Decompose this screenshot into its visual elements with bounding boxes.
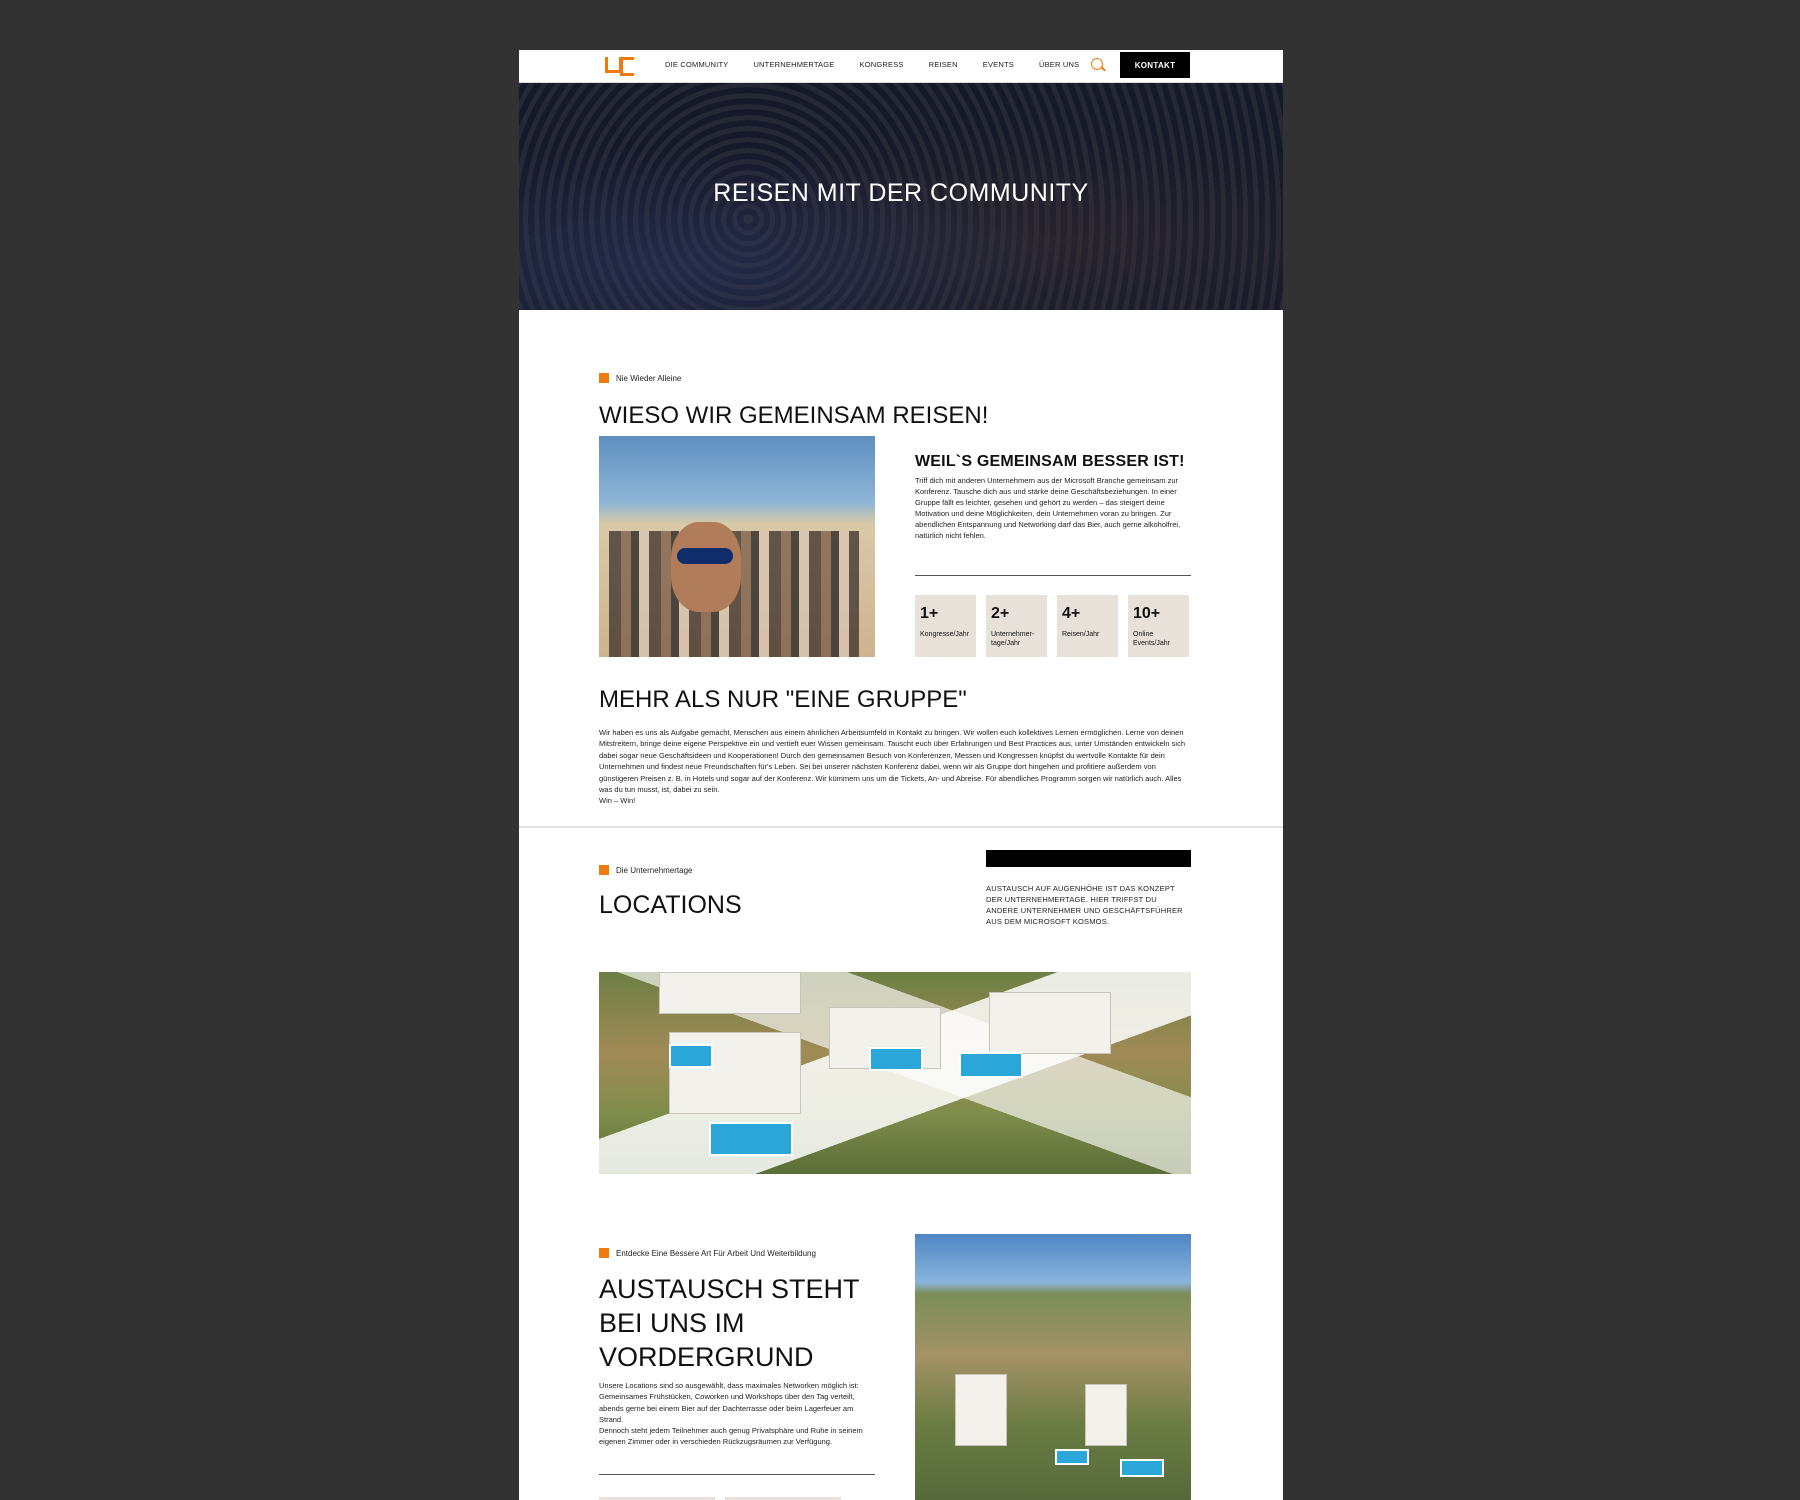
stat-value: 10+ [1133, 605, 1161, 622]
group-text: Wir haben es uns als Aufgabe gemacht, Menschen aus einem ähnlichen Arbeitsumfeld in Kontakt zu bringen. Wir wollen euch kollektives Lernen ermöglichen. Lerne von deinen Mitstreitern, bringe deine eigene Perspektive ein und vertieft euer Wissen gemeinsam. Tauscht euch über Erfahrungen und Best Practices aus, unter Umständen entwickeln sich dabei sogar neue Geschäftsideen und Kooperationen! Durch den gemeinsamen Besuch von Konferenzen, Messen und Kongressen knüpfst du wertvolle Kontakte für dein Unternehmen und findest neue Freundschaften für's Leben. Sei bei unserer nächsten Konferenz dabei, wenn wir als Gruppe dort hingehen und profitiere außerdem von günstigeren Preisen z. B. in Hotels und sogar auf der Konferenz. Wir kümmern uns um die Tickets, An- und Abreise. Für abendliches Programm sorgen wir natürlich auch. Alles was du tun musst, ist, dabei zu sein. Win – Win! [599, 728, 1186, 806]
nav-item-ueber-uns[interactable]: ÜBER UNS [1038, 60, 1080, 69]
stat-label: Kongresse/Jahr [920, 631, 970, 638]
divider-line [599, 1474, 875, 1475]
selfie-face [671, 522, 741, 612]
landing-page [519, 50, 1283, 1500]
section-tag-label: Die Unternehmertage [616, 865, 693, 875]
pool [959, 1052, 1023, 1078]
locations-description: AUSTAUSCH AUF AUGENHÖHE IST DAS KONZEPT DER UNTERNEHMERTAGE. HIER TRIFFST DU ANDERE UNTERNEHMER UND GESCHÄFTSFÜHRER AUS DEM MICROSOFT KOSMOS. [986, 884, 1183, 926]
ug-logo[interactable] [605, 57, 633, 73]
nav-item-kongress[interactable]: KONGRESS [859, 60, 904, 69]
resort-landscape-photo [915, 1234, 1191, 1500]
stat-value: 4+ [1062, 605, 1081, 622]
nav-item-reisen[interactable]: REISEN [928, 60, 958, 69]
hero-title: REISEN MIT DER COMMUNITY [713, 179, 1089, 207]
nav-item-community[interactable]: DIE COMMUNITY [665, 60, 729, 69]
exchange-heading: AUSTAUSCH STEHT BEI UNS IM VORDERGRUND [599, 1274, 860, 1372]
pool [709, 1122, 793, 1156]
orange-square-icon [599, 373, 609, 383]
section-tag-label: Entdecke Eine Bessere Art Für Arbeit Und Weiterbildung [616, 1248, 816, 1258]
section-tag-nie-wieder-alleine [599, 373, 681, 383]
stat-label: Online Events/Jahr [1133, 631, 1170, 647]
hero-banner [519, 83, 1283, 310]
section-tag-bessere-art [599, 1248, 816, 1258]
group-heading: MEHR ALS NUR "EINE GRUPPE" [599, 686, 967, 713]
group-selfie-photo [599, 436, 875, 657]
villa-building [989, 992, 1111, 1054]
orange-square-icon [599, 865, 609, 875]
nav-item-events[interactable]: EVENTS [982, 60, 1014, 69]
stat-label: Reisen/Jahr [1062, 631, 1100, 638]
sunglasses [677, 548, 733, 564]
pool [869, 1047, 923, 1071]
logo-c-shape [620, 57, 634, 76]
stat-value: 2+ [991, 605, 1010, 622]
stat-card [986, 595, 1047, 657]
pool [669, 1044, 713, 1068]
villa-building [1085, 1384, 1127, 1446]
section-divider [519, 826, 1283, 828]
orange-square-icon [599, 1248, 609, 1258]
stat-card [915, 595, 976, 657]
stats-row [915, 595, 1189, 657]
pool [1120, 1459, 1164, 1477]
section-tag-label: Nie Wieder Alleine [616, 373, 682, 383]
villa-building [659, 972, 801, 1014]
black-banner-bar [986, 850, 1191, 867]
top-navigation [519, 50, 1283, 83]
nav-item-unternehmertage[interactable]: UNTERNEHMERTAGE [753, 60, 835, 69]
divider-line [915, 575, 1191, 576]
side-copy [915, 453, 1193, 541]
main-menu [665, 60, 1079, 69]
search-icon[interactable] [1091, 58, 1103, 70]
pool [1055, 1449, 1089, 1465]
side-text: Triff dich mit anderen Unternehmern aus der Microsoft Branche gemeinsam zur Konferenz. Tausche dich aus und stärke deine Geschäftsbeziehungen. In einer Gruppe fällt es leichter, gesehen und gehört zu werden – das steigert deine Motivation und deine Möglichkeiten, dein Unternehmen voran zu bringen. Zur abendlichen Entspannung und Networking darf das Bier, auch gerne alkoholfrei, natürlich nicht fehlen. [915, 476, 1181, 540]
villa-aerial-photo [599, 972, 1191, 1174]
exchange-text: Unsere Locations sind so ausgewählt, dass maximales Networken möglich ist: Gemeinsames Frühstücken, Coworken und Workshops über den Tag verteilt, abends gerne bei einem Bier auf der Dachterrasse oder beim Lagerfeuer am Strand. Dennoch steht jedem Teilnehmer auch genug Privatsphäre und Ruhe in seinem eigenen Zimmer oder in verschieden Rückzugsräumen zur Verfügung. [599, 1381, 863, 1447]
intro-heading: WIESO WIR GEMEINSAM REISEN! [599, 402, 989, 429]
section-tag-unternehmertage [599, 865, 692, 875]
stat-value: 1+ [920, 605, 939, 622]
stat-card [1057, 595, 1118, 657]
villa-building [955, 1374, 1007, 1446]
locations-heading: LOCATIONS [599, 891, 742, 919]
side-heading: WEIL`S GEMEINSAM BESSER IST! [915, 453, 1185, 470]
stat-label: Unternehmer-tage/Jahr [991, 631, 1035, 647]
kontakt-button[interactable]: KONTAKT [1120, 52, 1190, 78]
stat-card [1128, 595, 1189, 657]
